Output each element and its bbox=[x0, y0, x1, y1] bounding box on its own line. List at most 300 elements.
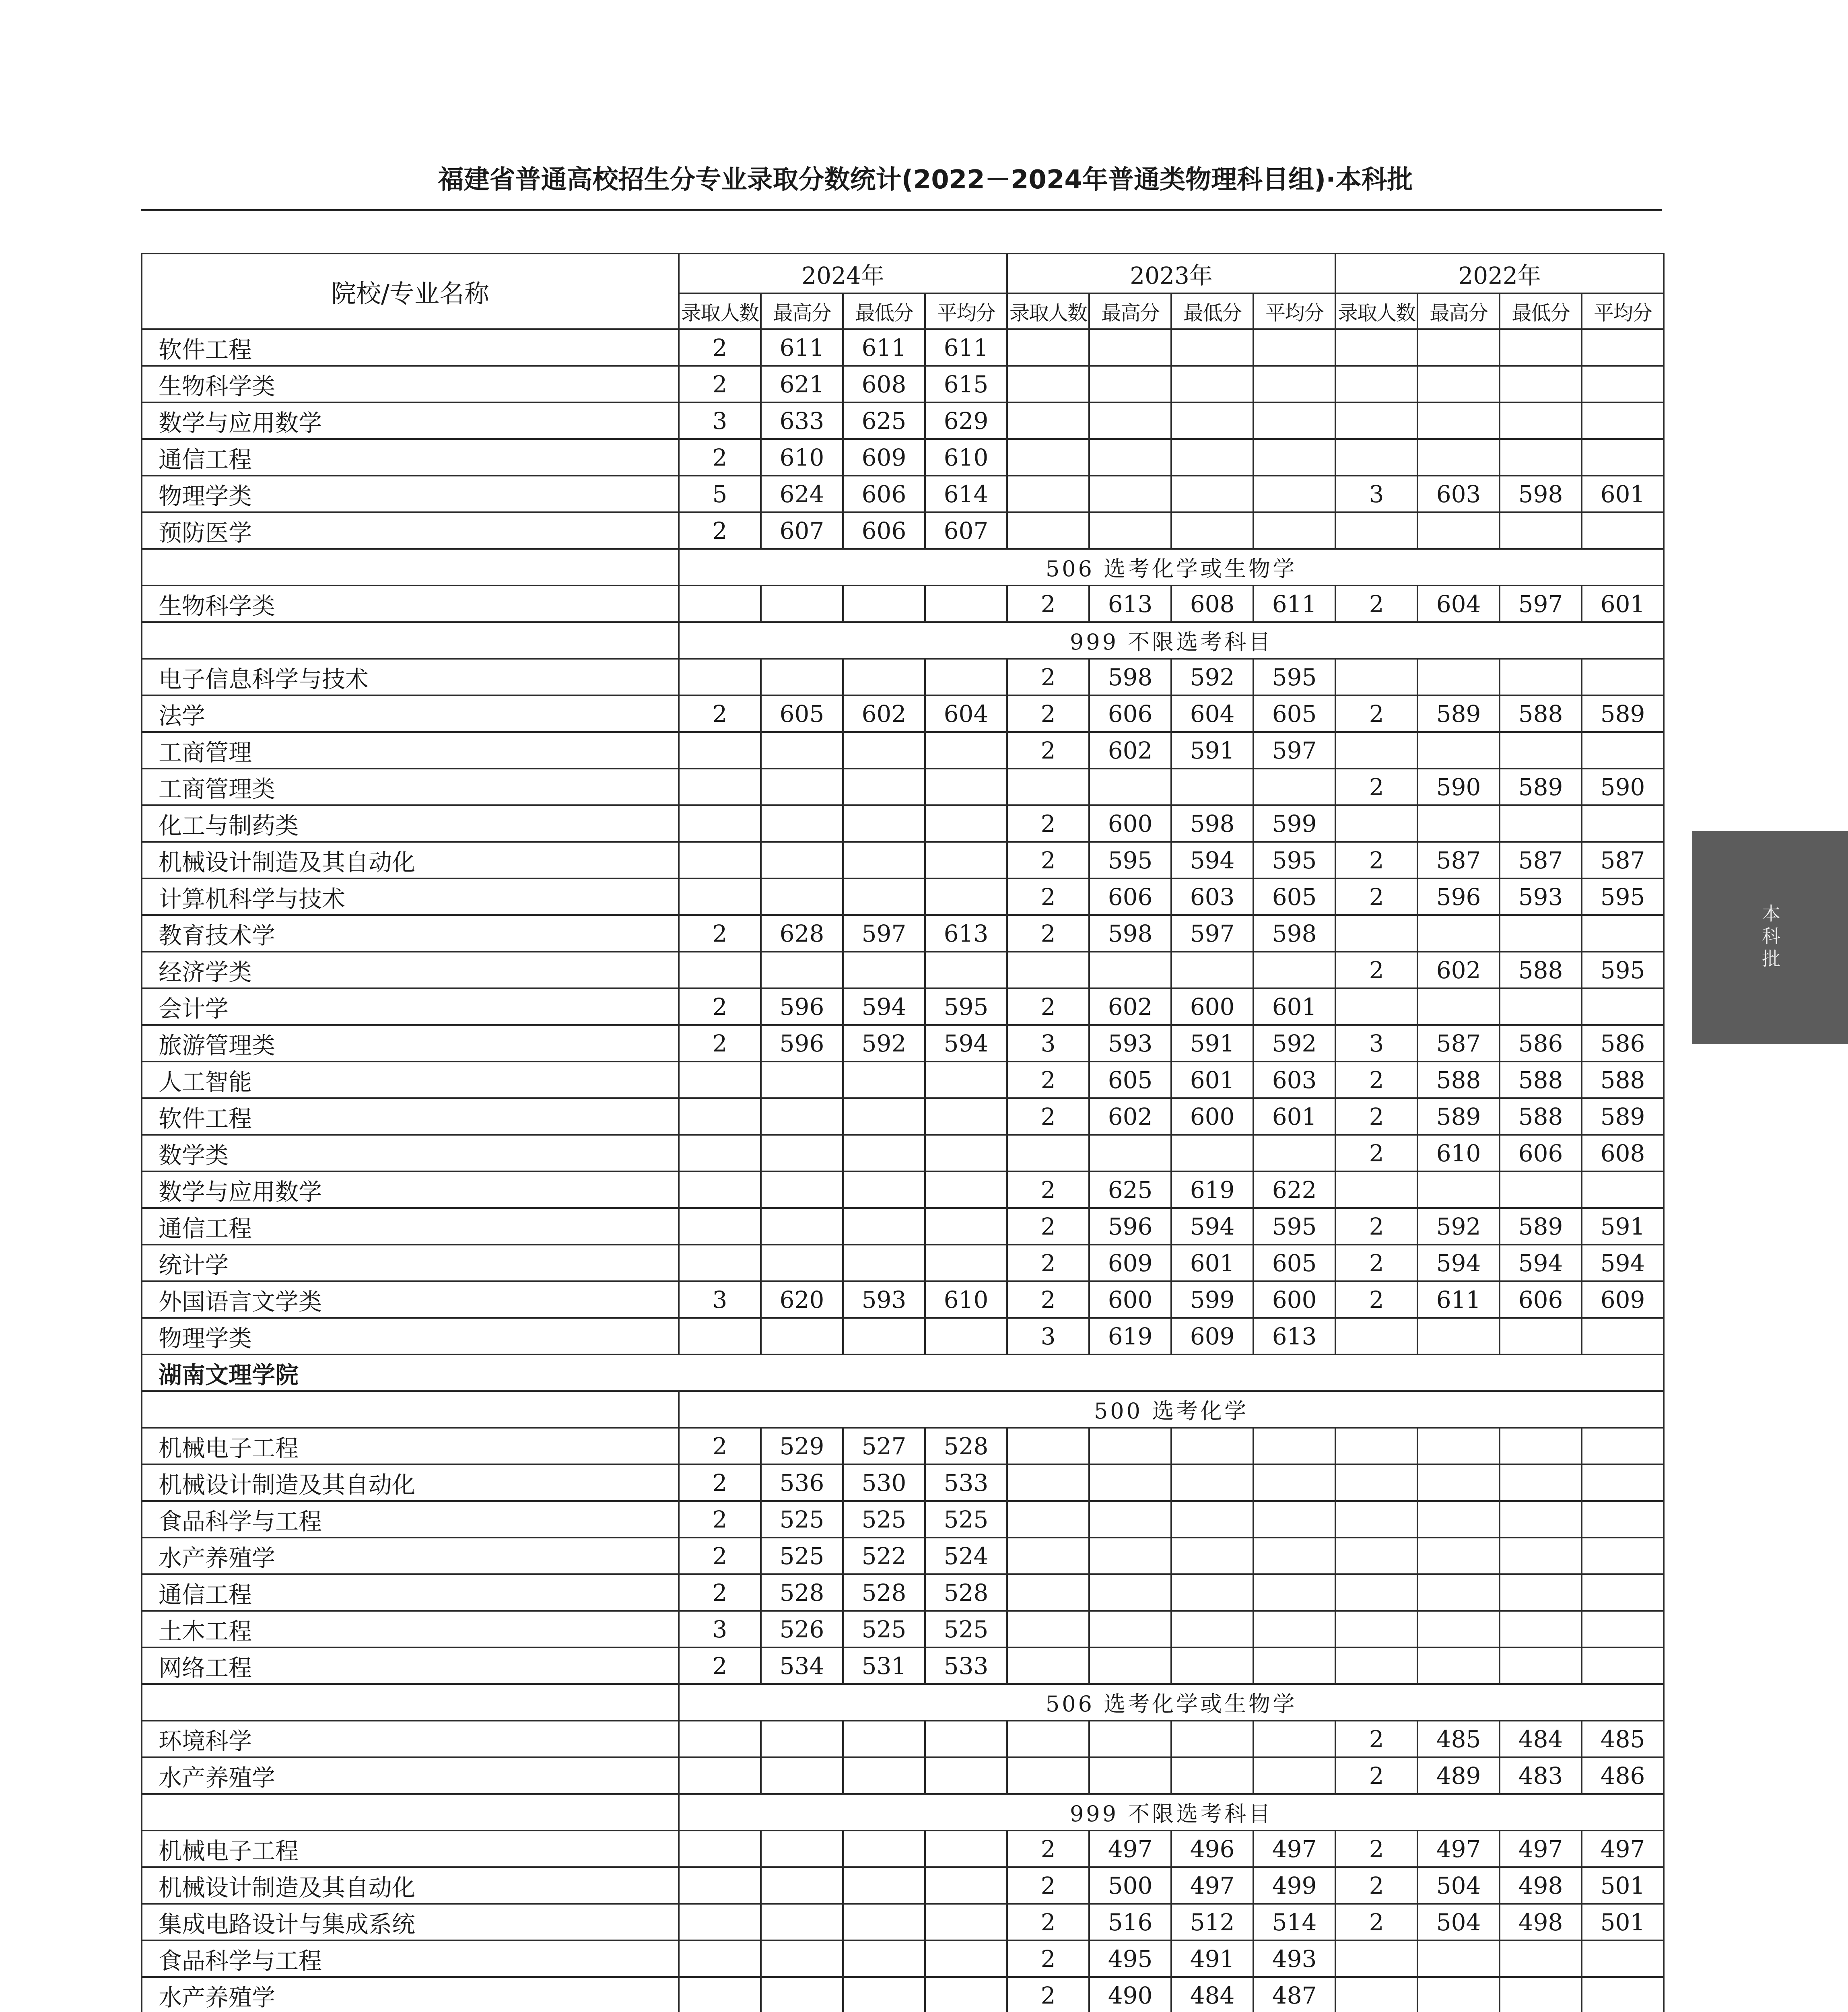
avg-score-cell: 594 bbox=[925, 1025, 1007, 1062]
avg-score-cell bbox=[1582, 915, 1664, 952]
min-score-cell bbox=[843, 1940, 925, 1977]
admitted-count-cell bbox=[1335, 1647, 1417, 1684]
avg-score-cell bbox=[925, 1904, 1007, 1940]
min-score-cell bbox=[1500, 512, 1582, 549]
table-row bbox=[142, 402, 1664, 439]
avg-score-cell: 595 bbox=[1253, 842, 1335, 878]
avg-score-cell bbox=[1253, 1464, 1335, 1501]
min-score-cell bbox=[1171, 329, 1253, 366]
subject-group-label: 999 不限选考科目 bbox=[679, 622, 1664, 659]
min-score-cell bbox=[843, 1062, 925, 1098]
max-score-cell: 611 bbox=[1417, 1281, 1500, 1318]
max-score-cell: 593 bbox=[1089, 1025, 1171, 1062]
min-score-cell: 498 bbox=[1500, 1867, 1582, 1904]
max-score-cell bbox=[761, 769, 843, 805]
admitted-count-cell bbox=[1335, 402, 1417, 439]
admitted-count-cell: 2 bbox=[1007, 1098, 1089, 1135]
major-name: 软件工程 bbox=[142, 1098, 679, 1135]
min-score-cell: 593 bbox=[1500, 878, 1582, 915]
subcol-avg: 平均分 bbox=[1582, 293, 1664, 329]
header-rule bbox=[141, 209, 1662, 211]
avg-score-cell: 486 bbox=[1582, 1757, 1664, 1794]
table-row bbox=[142, 366, 1664, 402]
admitted-count-cell bbox=[679, 1098, 761, 1135]
major-name: 数学与应用数学 bbox=[142, 1171, 679, 1208]
max-score-cell bbox=[761, 1135, 843, 1171]
max-score-cell bbox=[761, 1904, 843, 1940]
avg-score-cell: 605 bbox=[1253, 695, 1335, 732]
group-name-cell bbox=[142, 1391, 679, 1428]
max-score-cell: 596 bbox=[1417, 878, 1500, 915]
admitted-count-cell: 2 bbox=[1007, 805, 1089, 842]
min-score-cell: 609 bbox=[1171, 1318, 1253, 1354]
table-row bbox=[142, 1757, 1664, 1794]
avg-score-cell bbox=[925, 1062, 1007, 1098]
table-row bbox=[142, 1062, 1664, 1098]
max-score-cell: 497 bbox=[1089, 1831, 1171, 1867]
avg-score-cell: 629 bbox=[925, 402, 1007, 439]
max-score-cell bbox=[761, 1062, 843, 1098]
admitted-count-cell bbox=[1335, 1501, 1417, 1538]
max-score-cell bbox=[1089, 769, 1171, 805]
admitted-count-cell bbox=[1007, 1135, 1089, 1171]
max-score-cell bbox=[761, 1098, 843, 1135]
max-score-cell bbox=[761, 1318, 843, 1354]
max-score-cell bbox=[761, 1940, 843, 1977]
avg-score-cell: 589 bbox=[1582, 1098, 1664, 1135]
avg-score-cell: 591 bbox=[1582, 1208, 1664, 1245]
min-score-cell bbox=[1171, 769, 1253, 805]
admitted-count-cell bbox=[679, 659, 761, 695]
major-name: 统计学 bbox=[142, 1245, 679, 1281]
min-score-cell: 601 bbox=[1171, 1245, 1253, 1281]
avg-score-cell bbox=[1582, 1501, 1664, 1538]
major-name: 外国语言文学类 bbox=[142, 1281, 679, 1318]
admitted-count-cell bbox=[679, 1867, 761, 1904]
avg-score-cell bbox=[1253, 1135, 1335, 1171]
max-score-cell bbox=[1417, 1647, 1500, 1684]
min-score-cell: 588 bbox=[1500, 952, 1582, 988]
avg-score-cell bbox=[1253, 1574, 1335, 1611]
min-score-cell bbox=[1171, 512, 1253, 549]
table-body bbox=[142, 329, 1664, 2012]
admitted-count-cell: 2 bbox=[679, 1025, 761, 1062]
major-name: 机械电子工程 bbox=[142, 1831, 679, 1867]
table-row bbox=[142, 1867, 1664, 1904]
max-score-cell: 624 bbox=[761, 476, 843, 512]
major-name: 工商管理类 bbox=[142, 769, 679, 805]
min-score-cell bbox=[843, 1867, 925, 1904]
min-score-cell bbox=[1500, 1171, 1582, 1208]
max-score-cell: 620 bbox=[761, 1281, 843, 1318]
major-name: 工商管理 bbox=[142, 732, 679, 769]
admitted-count-cell bbox=[679, 1318, 761, 1354]
max-score-cell bbox=[1089, 402, 1171, 439]
min-score-cell: 594 bbox=[1171, 1208, 1253, 1245]
major-name: 通信工程 bbox=[142, 439, 679, 476]
avg-score-cell bbox=[925, 805, 1007, 842]
min-score-cell: 484 bbox=[1171, 1977, 1253, 2012]
admitted-count-cell: 3 bbox=[1335, 1025, 1417, 1062]
major-name: 水产养殖学 bbox=[142, 1757, 679, 1794]
max-score-cell bbox=[1417, 1538, 1500, 1574]
avg-score-cell: 595 bbox=[925, 988, 1007, 1025]
admitted-count-cell: 2 bbox=[1335, 878, 1417, 915]
max-score-cell bbox=[761, 1831, 843, 1867]
avg-score-cell bbox=[1582, 439, 1664, 476]
admitted-count-cell: 2 bbox=[679, 988, 761, 1025]
min-score-cell bbox=[1171, 1611, 1253, 1647]
max-score-cell bbox=[1089, 476, 1171, 512]
min-score-cell: 598 bbox=[1171, 805, 1253, 842]
major-name: 生物科学类 bbox=[142, 366, 679, 402]
admitted-count-cell bbox=[1007, 1611, 1089, 1647]
admitted-count-cell bbox=[1335, 1171, 1417, 1208]
avg-score-cell bbox=[1582, 1940, 1664, 1977]
major-name: 食品科学与工程 bbox=[142, 1940, 679, 1977]
max-score-cell: 596 bbox=[1089, 1208, 1171, 1245]
admitted-count-cell bbox=[1335, 1574, 1417, 1611]
admitted-count-cell bbox=[679, 769, 761, 805]
admitted-count-cell bbox=[1007, 1574, 1089, 1611]
avg-score-cell: 592 bbox=[1253, 1025, 1335, 1062]
avg-score-cell bbox=[925, 1940, 1007, 1977]
max-score-cell: 607 bbox=[761, 512, 843, 549]
min-score-cell: 602 bbox=[843, 695, 925, 732]
admitted-count-cell bbox=[1335, 1318, 1417, 1354]
avg-score-cell bbox=[1582, 1428, 1664, 1464]
avg-score-cell bbox=[925, 1977, 1007, 2012]
admitted-count-cell bbox=[679, 1062, 761, 1098]
admitted-count-cell bbox=[679, 952, 761, 988]
avg-score-cell: 601 bbox=[1253, 1098, 1335, 1135]
admitted-count-cell bbox=[1007, 1538, 1089, 1574]
admitted-count-cell: 2 bbox=[679, 329, 761, 366]
min-score-cell: 498 bbox=[1500, 1904, 1582, 1940]
subcol-max: 最高分 bbox=[1417, 293, 1500, 329]
min-score-cell: 586 bbox=[1500, 1025, 1582, 1062]
min-score-cell: 512 bbox=[1171, 1904, 1253, 1940]
min-score-cell bbox=[1500, 366, 1582, 402]
avg-score-cell bbox=[925, 1135, 1007, 1171]
admitted-count-cell bbox=[1335, 1538, 1417, 1574]
min-score-cell bbox=[1171, 1647, 1253, 1684]
avg-score-cell bbox=[925, 769, 1007, 805]
max-score-cell: 609 bbox=[1089, 1245, 1171, 1281]
major-name: 网络工程 bbox=[142, 1647, 679, 1684]
avg-score-cell bbox=[1582, 329, 1664, 366]
admitted-count-cell bbox=[1007, 1721, 1089, 1757]
table-row bbox=[142, 585, 1664, 622]
avg-score-cell bbox=[1253, 952, 1335, 988]
admitted-count-cell: 2 bbox=[679, 512, 761, 549]
admitted-count-cell bbox=[679, 1208, 761, 1245]
admitted-count-cell: 3 bbox=[679, 1281, 761, 1318]
avg-score-cell: 497 bbox=[1582, 1831, 1664, 1867]
year-header-2022: 2022年 bbox=[1335, 254, 1664, 293]
major-name: 会计学 bbox=[142, 988, 679, 1025]
table-row bbox=[142, 1171, 1664, 1208]
avg-score-cell: 497 bbox=[1253, 1831, 1335, 1867]
admitted-count-cell: 2 bbox=[1335, 1245, 1417, 1281]
max-score-cell bbox=[761, 585, 843, 622]
max-score-cell bbox=[1417, 988, 1500, 1025]
table-row bbox=[142, 1135, 1664, 1171]
table-row bbox=[142, 878, 1664, 915]
avg-score-cell bbox=[1582, 1611, 1664, 1647]
avg-score-cell: 594 bbox=[1582, 1245, 1664, 1281]
admitted-count-cell: 2 bbox=[679, 1464, 761, 1501]
avg-score-cell: 598 bbox=[1253, 915, 1335, 952]
major-name: 软件工程 bbox=[142, 329, 679, 366]
admitted-count-cell bbox=[1007, 1757, 1089, 1794]
max-score-cell bbox=[1089, 1428, 1171, 1464]
admitted-count-cell: 2 bbox=[1335, 1867, 1417, 1904]
max-score-cell bbox=[761, 842, 843, 878]
table-row bbox=[142, 1538, 1664, 1574]
min-score-cell: 606 bbox=[843, 512, 925, 549]
admitted-count-cell bbox=[1007, 952, 1089, 988]
max-score-cell bbox=[761, 1757, 843, 1794]
admitted-count-cell: 2 bbox=[1007, 915, 1089, 952]
max-score-cell: 529 bbox=[761, 1428, 843, 1464]
min-score-cell bbox=[1500, 402, 1582, 439]
max-score-cell bbox=[1417, 1977, 1500, 2012]
table-row bbox=[142, 476, 1664, 512]
max-score-cell bbox=[1417, 439, 1500, 476]
min-score-cell bbox=[843, 842, 925, 878]
admitted-count-cell: 2 bbox=[1007, 988, 1089, 1025]
admitted-count-cell bbox=[1335, 805, 1417, 842]
avg-score-cell bbox=[925, 1831, 1007, 1867]
admitted-count-cell bbox=[679, 1245, 761, 1281]
min-score-cell bbox=[1500, 1501, 1582, 1538]
max-score-cell: 633 bbox=[761, 402, 843, 439]
min-score-cell bbox=[1500, 732, 1582, 769]
avg-score-cell: 611 bbox=[1253, 585, 1335, 622]
avg-score-cell: 599 bbox=[1253, 805, 1335, 842]
avg-score-cell: 605 bbox=[1253, 1245, 1335, 1281]
avg-score-cell: 524 bbox=[925, 1538, 1007, 1574]
max-score-cell: 610 bbox=[1417, 1135, 1500, 1171]
subcol-max: 最高分 bbox=[761, 293, 843, 329]
avg-score-cell bbox=[1582, 1574, 1664, 1611]
school-name: 湖南文理学院 bbox=[142, 1354, 1664, 1391]
min-score-cell bbox=[1500, 1977, 1582, 2012]
admitted-count-cell: 2 bbox=[1335, 1904, 1417, 1940]
max-score-cell: 603 bbox=[1417, 476, 1500, 512]
admitted-count-cell bbox=[679, 732, 761, 769]
table-row bbox=[142, 1245, 1664, 1281]
avg-score-cell bbox=[1582, 402, 1664, 439]
admitted-count-cell bbox=[1007, 476, 1089, 512]
avg-score-cell bbox=[1253, 512, 1335, 549]
max-score-cell: 500 bbox=[1089, 1867, 1171, 1904]
admitted-count-cell bbox=[1335, 512, 1417, 549]
avg-score-cell bbox=[1253, 1611, 1335, 1647]
min-score-cell bbox=[843, 1318, 925, 1354]
min-score-cell: 525 bbox=[843, 1611, 925, 1647]
max-score-cell: 534 bbox=[761, 1647, 843, 1684]
admitted-count-cell bbox=[679, 1721, 761, 1757]
max-score-cell: 490 bbox=[1089, 1977, 1171, 2012]
max-score-cell: 602 bbox=[1089, 988, 1171, 1025]
avg-score-cell: 589 bbox=[1582, 695, 1664, 732]
avg-score-cell bbox=[1582, 1647, 1664, 1684]
admitted-count-cell: 2 bbox=[679, 915, 761, 952]
major-name: 机械设计制造及其自动化 bbox=[142, 1867, 679, 1904]
max-score-cell: 625 bbox=[1089, 1171, 1171, 1208]
min-score-cell: 522 bbox=[843, 1538, 925, 1574]
avg-score-cell bbox=[1582, 1977, 1664, 2012]
subject-group-row bbox=[142, 1391, 1664, 1428]
subject-group-label: 506 选考化学或生物学 bbox=[679, 549, 1664, 585]
max-score-cell: 602 bbox=[1089, 732, 1171, 769]
avg-score-cell bbox=[1582, 366, 1664, 402]
avg-score-cell: 514 bbox=[1253, 1904, 1335, 1940]
avg-score-cell: 611 bbox=[925, 329, 1007, 366]
table-row bbox=[142, 329, 1664, 366]
subcol-max: 最高分 bbox=[1089, 293, 1171, 329]
admitted-count-cell: 2 bbox=[1007, 1831, 1089, 1867]
corner-header: 院校/专业名称 bbox=[142, 254, 679, 329]
table-row bbox=[142, 1208, 1664, 1245]
min-score-cell bbox=[1500, 1428, 1582, 1464]
admitted-count-cell: 2 bbox=[1007, 1208, 1089, 1245]
avg-score-cell: 595 bbox=[1253, 659, 1335, 695]
max-score-cell: 595 bbox=[1089, 842, 1171, 878]
admitted-count-cell: 2 bbox=[1335, 695, 1417, 732]
min-score-cell bbox=[1171, 1135, 1253, 1171]
table-row bbox=[142, 1647, 1664, 1684]
avg-score-cell bbox=[1582, 1171, 1664, 1208]
admitted-count-cell: 2 bbox=[1007, 1062, 1089, 1098]
avg-score-cell: 499 bbox=[1253, 1867, 1335, 1904]
max-score-cell bbox=[761, 878, 843, 915]
max-score-cell bbox=[1417, 512, 1500, 549]
admitted-count-cell bbox=[679, 1135, 761, 1171]
min-score-cell: 606 bbox=[1500, 1281, 1582, 1318]
max-score-cell: 526 bbox=[761, 1611, 843, 1647]
min-score-cell: 591 bbox=[1171, 732, 1253, 769]
max-score-cell bbox=[1417, 366, 1500, 402]
admitted-count-cell bbox=[1335, 988, 1417, 1025]
admitted-count-cell: 5 bbox=[679, 476, 761, 512]
avg-score-cell: 604 bbox=[925, 695, 1007, 732]
min-score-cell: 594 bbox=[1500, 1245, 1582, 1281]
avg-score-cell bbox=[1582, 1318, 1664, 1354]
admitted-count-cell bbox=[1007, 329, 1089, 366]
group-name-cell bbox=[142, 1794, 679, 1831]
avg-score-cell: 501 bbox=[1582, 1867, 1664, 1904]
admitted-count-cell: 3 bbox=[679, 402, 761, 439]
avg-score-cell bbox=[1582, 1538, 1664, 1574]
max-score-cell bbox=[1417, 402, 1500, 439]
admitted-count-cell bbox=[1007, 1464, 1089, 1501]
admitted-count-cell bbox=[1335, 915, 1417, 952]
subcol-min: 最低分 bbox=[1500, 293, 1582, 329]
avg-score-cell: 595 bbox=[1582, 952, 1664, 988]
major-name: 物理学类 bbox=[142, 476, 679, 512]
avg-score-cell: 597 bbox=[1253, 732, 1335, 769]
avg-score-cell bbox=[1253, 769, 1335, 805]
major-name: 环境科学 bbox=[142, 1721, 679, 1757]
max-score-cell bbox=[761, 1245, 843, 1281]
subject-group-label: 506 选考化学或生物学 bbox=[679, 1684, 1664, 1721]
max-score-cell: 606 bbox=[1089, 878, 1171, 915]
min-score-cell: 527 bbox=[843, 1428, 925, 1464]
avg-score-cell bbox=[1253, 329, 1335, 366]
max-score-cell bbox=[1417, 329, 1500, 366]
avg-score-cell bbox=[925, 1867, 1007, 1904]
min-score-cell bbox=[843, 1135, 925, 1171]
avg-score-cell: 603 bbox=[1253, 1062, 1335, 1098]
min-score-cell bbox=[1500, 1940, 1582, 1977]
admitted-count-cell bbox=[679, 878, 761, 915]
min-score-cell: 484 bbox=[1500, 1721, 1582, 1757]
admitted-count-cell bbox=[1335, 1940, 1417, 1977]
admitted-count-cell bbox=[1335, 1428, 1417, 1464]
min-score-cell bbox=[1500, 1538, 1582, 1574]
min-score-cell bbox=[1500, 439, 1582, 476]
table-row bbox=[142, 988, 1664, 1025]
avg-score-cell: 595 bbox=[1582, 878, 1664, 915]
page-header: 福建省普通高校招生分专业录取分数统计(2022－2024年普通类物理科目组)·本科批 bbox=[438, 165, 1413, 195]
max-score-cell: 602 bbox=[1089, 1098, 1171, 1135]
admitted-count-cell bbox=[1007, 1647, 1089, 1684]
subcol-min: 最低分 bbox=[843, 293, 925, 329]
subject-group-row bbox=[142, 549, 1664, 585]
max-score-cell: 610 bbox=[761, 439, 843, 476]
max-score-cell: 590 bbox=[1417, 769, 1500, 805]
min-score-cell bbox=[1171, 1721, 1253, 1757]
avg-score-cell bbox=[1253, 1538, 1335, 1574]
min-score-cell bbox=[1500, 915, 1582, 952]
max-score-cell: 516 bbox=[1089, 1904, 1171, 1940]
max-score-cell: 536 bbox=[761, 1464, 843, 1501]
avg-score-cell bbox=[1253, 1647, 1335, 1684]
table-row bbox=[142, 1025, 1664, 1062]
max-score-cell: 600 bbox=[1089, 1281, 1171, 1318]
max-score-cell bbox=[1417, 659, 1500, 695]
min-score-cell bbox=[1171, 366, 1253, 402]
admitted-count-cell: 2 bbox=[1335, 952, 1417, 988]
min-score-cell bbox=[1500, 329, 1582, 366]
admitted-count-cell: 3 bbox=[1007, 1025, 1089, 1062]
major-name: 机械设计制造及其自动化 bbox=[142, 1464, 679, 1501]
admitted-count-cell: 2 bbox=[1335, 1135, 1417, 1171]
table-row bbox=[142, 732, 1664, 769]
avg-score-cell: 610 bbox=[925, 1281, 1007, 1318]
min-score-cell: 611 bbox=[843, 329, 925, 366]
max-score-cell bbox=[1417, 1574, 1500, 1611]
avg-score-cell: 586 bbox=[1582, 1025, 1664, 1062]
min-score-cell: 598 bbox=[1500, 476, 1582, 512]
avg-score-cell bbox=[925, 952, 1007, 988]
table-row bbox=[142, 1574, 1664, 1611]
avg-score-cell: 610 bbox=[925, 439, 1007, 476]
min-score-cell: 588 bbox=[1500, 1062, 1582, 1098]
max-score-cell bbox=[1417, 1940, 1500, 1977]
avg-score-cell: 607 bbox=[925, 512, 1007, 549]
min-score-cell: 497 bbox=[1500, 1831, 1582, 1867]
admitted-count-cell: 2 bbox=[679, 1538, 761, 1574]
avg-score-cell: 588 bbox=[1582, 1062, 1664, 1098]
max-score-cell bbox=[1089, 366, 1171, 402]
admitted-count-cell: 2 bbox=[1335, 585, 1417, 622]
admitted-count-cell: 2 bbox=[1007, 1904, 1089, 1940]
admitted-count-cell: 2 bbox=[1335, 1098, 1417, 1135]
